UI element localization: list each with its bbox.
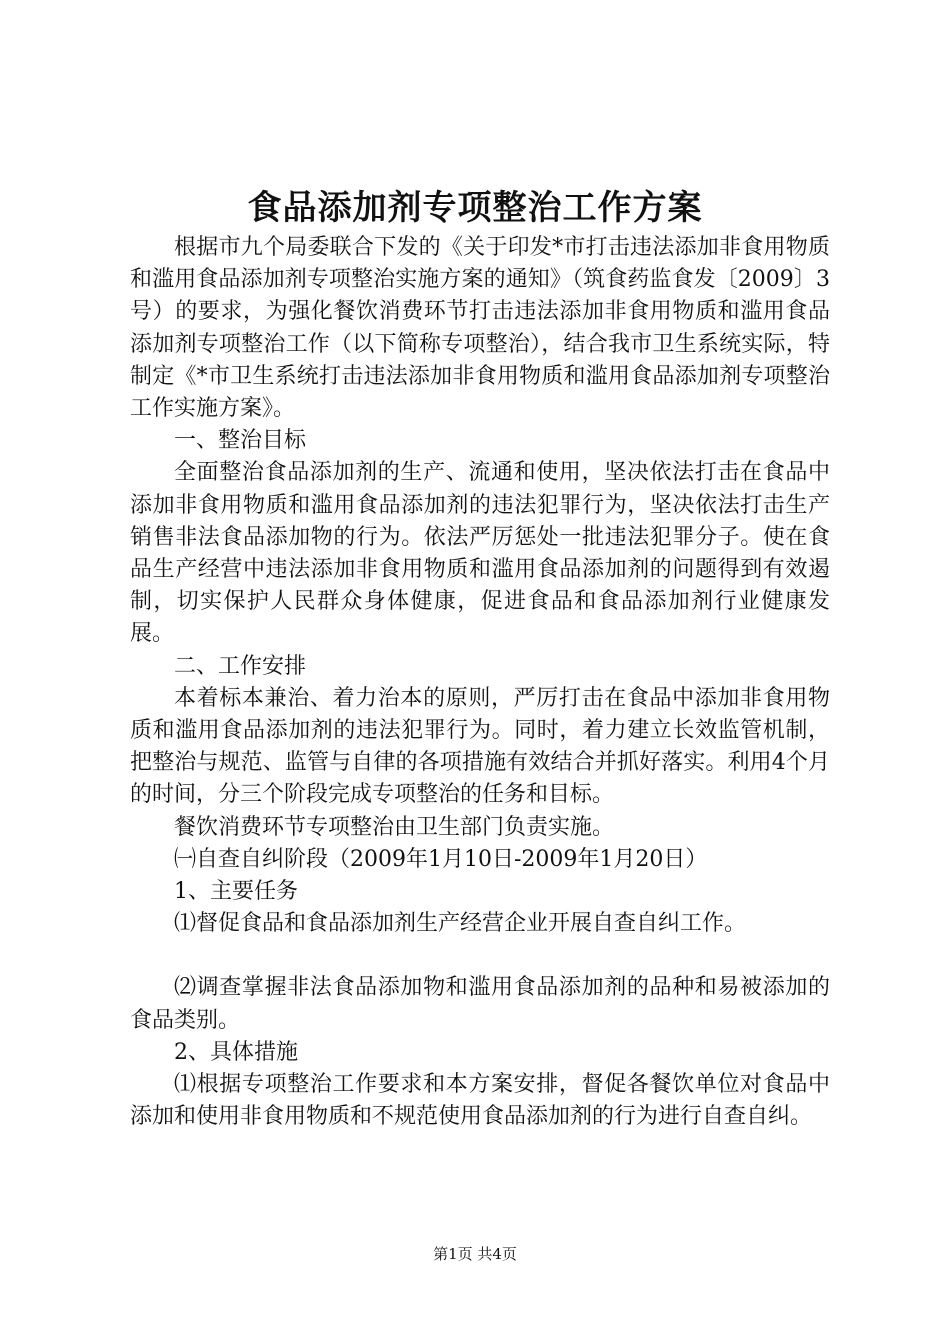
stage-heading-self-check: ㈠自查自纠阶段（2009年1月10日-2009年1月20日） [174,846,708,872]
task-item-2: ⑵调查掌握非法食品添加物和滥用食品添加剂的品种和易被添加的食品类别。 [130,975,830,1033]
subheading-main-tasks: 1、主要任务 [174,879,298,905]
task-item-1: ⑴督促食品和食品添加剂生产经营企业开展自查自纠工作。 [174,911,747,937]
intro-paragraph: 根据市九个局委联合下发的《关于印发*市打击违法添加非食用物质和滥用食品添加剂专项整治实施方案的通知》（筑食药监食发〔2009〕3号）的要求，为强化餐饮消费环节打击违法添加非食用物质和滥用食品添加剂专项整治工作（以下简称专项整治），结合我市卫生系统实际，特制定《*市卫生系统打击违法添加非食用物质和滥用食品添加剂专项整治工作实施方案》。 [130,235,830,422]
section-heading-goals: 一、整治目标 [174,428,307,454]
arrangement-paragraph: 本着标本兼治、着力治本的原则，严厉打击在食品中添加非食用物质和滥用食品添加剂的违法犯罪行为。同时，着力建立长效监管机制，把整治与规范、监管与自律的各项措施有效结合并抓好落实。利用4个月的时间，分三个阶段完成专项整治的任务和目标。 [130,685,830,808]
responsibility-paragraph: 餐饮消费环节专项整治由卫生部门负责实施。 [174,814,615,840]
document-body [130,232,830,1133]
subheading-measures: 2、具体措施 [174,1039,298,1065]
page-number-footer: 第1页 共4页 [433,1245,517,1263]
section-heading-arrangement: 二、工作安排 [174,653,307,679]
document-title: 食品添加剂专项整治工作方案 [247,188,703,228]
measure-item-1: ⑴根据专项整治工作要求和本方案安排，督促各餐饮单位对食品中添加和使用非食用物质和不规范使用食品添加剂的行为进行自查自纠。 [130,1072,830,1130]
goals-paragraph: 全面整治食品添加剂的生产、流通和使用，坚决依法打击在食品中添加非食用物质和滥用食品添加剂的违法犯罪行为，坚决依法打击生产销售非法食品添加物的行为。依法严厉惩处一批违法犯罪分子。使在食品生产经营中违法添加非食用物质和滥用食品添加剂的问题得到有效遏制，切实保护人民群众身体健康，促进食品和食品添加剂行业健康发展。 [130,460,830,647]
